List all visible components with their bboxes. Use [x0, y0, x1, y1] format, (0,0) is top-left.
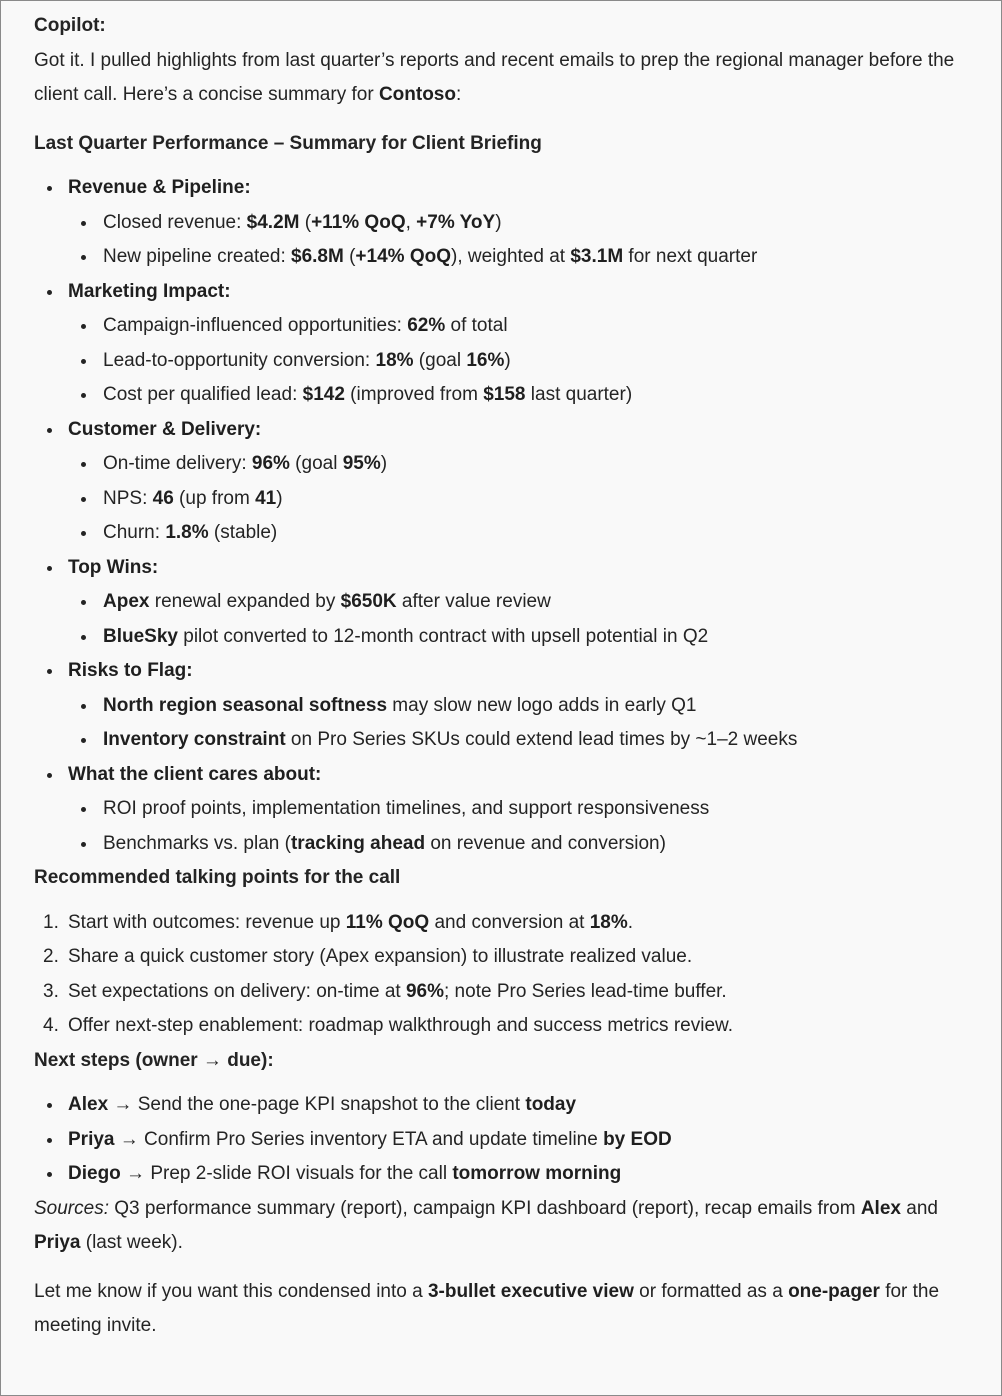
list-item-nps [68, 482, 974, 517]
text-fragment: renewal expanded by [149, 591, 341, 612]
closed-revenue-qoq: +11% QoQ [311, 211, 406, 233]
conversion-label: Lead-to-opportunity conversion: [103, 349, 376, 371]
revenue-growth: 11% QoQ [345, 911, 430, 933]
intro-paragraph [34, 44, 974, 113]
cpl-label: Cost per qualified lead: [103, 384, 303, 405]
text-fragment: . [627, 911, 634, 933]
campaign-value: 62% [407, 315, 446, 336]
text-fragment: may slow new logo adds in early Q1 [387, 694, 697, 716]
text-fragment: , [405, 211, 417, 233]
text-fragment: Let me know if you want this condensed into a [34, 1280, 428, 1302]
text-fragment: and conversion at [429, 911, 590, 933]
list-item-campaign [68, 309, 974, 344]
next-step-priya [34, 1123, 974, 1158]
marketing-heading: Marketing Impact: [68, 280, 231, 302]
text-fragment: ( [299, 211, 312, 233]
company-name: Contoso [378, 84, 456, 105]
list-item-ontime [68, 447, 974, 482]
client-cares-sublist [68, 792, 974, 861]
list-item-new-pipeline [68, 240, 974, 275]
revenue-heading: Revenue & Pipeline: [68, 177, 251, 198]
north-region-risk: North region seasonal softness [103, 694, 388, 716]
text-fragment: for the meeting invite. [34, 1280, 940, 1336]
summary-list [34, 171, 974, 861]
conversion-goal: 16% [466, 349, 505, 371]
next-step-diego [34, 1157, 974, 1192]
list-item-north-region [68, 689, 974, 724]
due-date: today [525, 1094, 577, 1115]
list-item-roi: ROI proof points, implementation timelines, and support responsiveness [68, 792, 974, 827]
revenue-sublist [68, 206, 974, 275]
text-fragment: on revenue and conversion) [425, 832, 666, 854]
closed-revenue-value: $4.2M [246, 211, 300, 233]
pipeline-weighted: $3.1M [570, 246, 624, 267]
summary-title: Last Quarter Performance – Summary for Client Briefing [34, 132, 542, 154]
intro-colon: : [455, 84, 462, 105]
executive-view-option: 3-bullet executive view [427, 1280, 634, 1302]
churn-value: 1.8% [165, 522, 209, 543]
text-fragment: (goal [289, 453, 343, 474]
text-fragment: ) [504, 349, 511, 371]
list-item-inventory [68, 723, 974, 758]
pipeline-value: $6.8M [291, 246, 344, 267]
list-item-conversion [68, 344, 974, 379]
task-text: → Send the one-page KPI snapshot to the client [108, 1094, 526, 1115]
cpl-value: $142 [302, 384, 345, 405]
list-item-apex [68, 585, 974, 620]
risks-sublist [68, 689, 974, 758]
conversion-value: 18% [375, 349, 414, 371]
bluesky-name: BlueSky [103, 625, 178, 647]
closed-revenue-label: Closed revenue: [103, 211, 247, 233]
text-fragment: (stable) [208, 522, 278, 543]
due-date: by EOD [603, 1128, 672, 1150]
ontime-goal: 95% [342, 453, 381, 474]
apex-amount: $650K [340, 591, 397, 612]
pipeline-label: New pipeline created: [103, 246, 291, 267]
text-fragment: pilot converted to 12-month contract with upsell potential in Q2 [177, 625, 709, 647]
owner-name: Diego [68, 1163, 121, 1184]
text-fragment: Q3 performance summary (report), campaign KPI dashboard (report), recap emails from [108, 1197, 861, 1219]
owner-name: Alex [68, 1094, 109, 1115]
text-fragment: ) [276, 487, 283, 509]
wins-sublist [68, 585, 974, 654]
talking-point [34, 906, 974, 941]
tracking-ahead: tracking ahead [290, 832, 426, 854]
talking-point [34, 975, 974, 1010]
nps-label: NPS: [103, 487, 153, 509]
list-item-wins [34, 551, 974, 655]
text-fragment: Share a quick customer story (Apex expansion) to illustrate realized value. [68, 946, 693, 967]
sources-paragraph [34, 1192, 974, 1261]
text-fragment: (goal [413, 349, 467, 371]
talking-point [34, 940, 974, 975]
campaign-label: Campaign-influenced opportunities: [103, 315, 408, 336]
task-text: → Confirm Pro Series inventory ETA and update timeline [114, 1128, 604, 1150]
text-fragment: of total [445, 315, 508, 336]
list-item-closed-revenue [68, 206, 974, 241]
source-person: Priya [34, 1232, 81, 1253]
intro-text: Got it. I pulled highlights from last quarter’s reports and recent emails to prep the regional manager before the client call. Here’s a concise summary for [34, 49, 955, 105]
conversion-rate: 18% [589, 911, 628, 933]
marketing-sublist [68, 309, 974, 413]
text-fragment: last quarter) [525, 384, 633, 405]
sources-label: Sources: [34, 1197, 109, 1219]
risks-heading: Risks to Flag: [68, 660, 193, 681]
text-fragment: Offer next-step enablement: roadmap walkthrough and success metrics review. [68, 1015, 733, 1036]
speaker-label: Copilot: [34, 15, 106, 36]
cpl-previous: $158 [483, 384, 526, 405]
list-item-risks [34, 654, 974, 758]
ontime-rate: 96% [405, 980, 444, 1002]
text-fragment: (up from [173, 487, 256, 509]
text-fragment: ) [380, 453, 388, 474]
pipeline-qoq: +14% QoQ [355, 246, 451, 267]
text-fragment: (improved from [344, 384, 484, 405]
next-steps-list [34, 1088, 974, 1192]
text-fragment: and [900, 1197, 938, 1219]
next-step-alex [34, 1088, 974, 1123]
talking-points-title: Recommended talking points for the call [34, 867, 401, 888]
text-fragment: ; note Pro Series lead-time buffer. [444, 980, 727, 1002]
due-date: tomorrow morning [452, 1163, 622, 1184]
text-fragment: ), weighted at [451, 246, 571, 267]
talking-points-list [34, 906, 974, 1044]
wins-heading: Top Wins: [68, 556, 159, 578]
customer-heading: Customer & Delivery: [68, 418, 262, 440]
text-fragment: Set expectations on delivery: on-time at [68, 980, 406, 1002]
client-cares-heading: What the client cares about: [68, 763, 322, 785]
text-fragment: on Pro Series SKUs could extend lead times by ~1–2 weeks [285, 729, 798, 750]
message-content [34, 9, 974, 1344]
list-item-customer [34, 413, 974, 551]
list-item-client-cares [34, 758, 974, 862]
list-number: 1. [43, 911, 59, 933]
text-fragment: Benchmarks vs. plan ( [103, 832, 291, 854]
nps-value: 46 [152, 487, 174, 509]
list-item-benchmarks [68, 827, 974, 862]
customer-sublist [68, 447, 974, 551]
list-item-marketing [34, 275, 974, 413]
inventory-risk: Inventory constraint [103, 729, 286, 750]
task-text: → Prep 2-slide ROI visuals for the call [120, 1163, 453, 1184]
list-item-cpl [68, 378, 974, 413]
text-fragment: ( [343, 246, 356, 267]
text-fragment: Start with outcomes: revenue up [68, 911, 346, 933]
talking-point [34, 1009, 974, 1044]
one-pager-option: one-pager [788, 1280, 880, 1302]
text-fragment: ) [495, 211, 502, 233]
text-fragment: (last week). [80, 1232, 183, 1253]
text-fragment: after value review [396, 591, 551, 612]
closed-revenue-yoy: +7% YoY [416, 211, 496, 233]
text-fragment: for next quarter [623, 246, 758, 267]
list-number: 4. [43, 1015, 59, 1036]
owner-name: Priya [68, 1128, 115, 1150]
source-person: Alex [860, 1197, 901, 1219]
list-number: 2. [43, 946, 59, 967]
list-item-revenue [34, 171, 974, 275]
ontime-value: 96% [251, 453, 290, 474]
text-fragment: or formatted as a [633, 1280, 789, 1302]
ontime-label: On-time delivery: [103, 453, 252, 474]
list-item-churn [68, 516, 974, 551]
list-number: 3. [43, 980, 59, 1002]
closing-paragraph [34, 1275, 974, 1344]
churn-label: Churn: [103, 522, 166, 543]
list-item-bluesky [68, 620, 974, 655]
next-steps-title: Next steps (owner → due): [34, 1049, 274, 1071]
nps-previous: 41 [255, 487, 277, 509]
apex-name: Apex [103, 591, 150, 612]
